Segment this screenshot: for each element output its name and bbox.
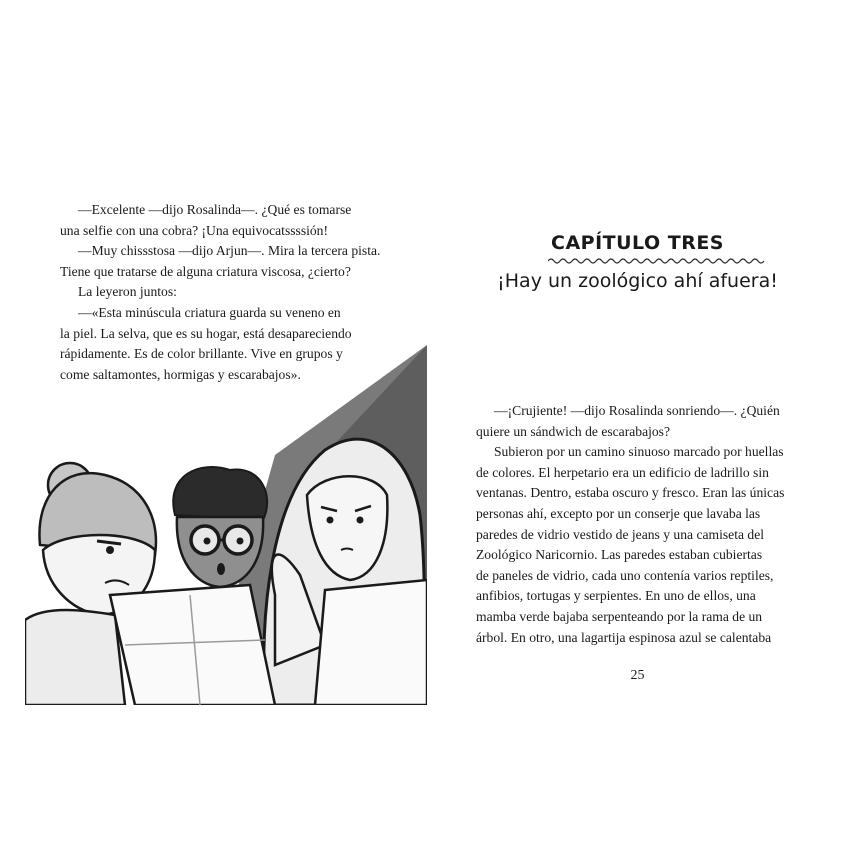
kids-reading-clue-illustration — [25, 345, 427, 705]
text-line: paredes de vidrio vestido de jeans y una camiseta del — [476, 526, 765, 542]
text-line: una selfie con una cobra? ¡Una equivocatssssión! — [60, 222, 329, 238]
text-line: Subieron por un camino sinuoso marcado por huellas — [494, 444, 784, 460]
text-line: de colores. El herpetario era un edificio de ladrillo sin — [476, 464, 769, 480]
text-line: Tiene que tratarse de alguna criatura viscosa, ¿cierto? — [60, 263, 351, 279]
text-line: —Excelente —dijo Rosalinda—. ¿Qué es tomarse — [78, 202, 352, 217]
text-line: de paneles de vidrio, cada uno contenía varios reptiles, — [476, 567, 774, 583]
wavy-divider-icon — [548, 257, 768, 265]
text-line: —¡Crujiente! —dijo Rosalinda sonriendo—. ¿Quién — [494, 403, 780, 418]
text-line: —«Esta minúscula criatura guarda su veneno en — [78, 304, 341, 320]
text-line: ventanas. Dentro, estaba oscuro y fresco. Eran las únicas — [476, 485, 785, 501]
text-line: Zoológico Naricornio. Las paredes estaban cubiertas — [476, 547, 763, 563]
text-line: —Muy chissstosa —dijo Arjun—. Mira la tercera pista. — [78, 243, 381, 259]
text-line: personas ahí, excepto por un conserje que lavaba las — [476, 505, 761, 521]
chapter-label: CAPÍTULO TRES — [551, 232, 724, 254]
right-body-text — [476, 401, 786, 648]
chapter-title: ¡Hay un zoológico ahí afuera! — [497, 270, 778, 292]
text-line: la piel. La selva, que es su hogar, está desapareciendo — [60, 325, 352, 341]
page-number: 25 — [630, 668, 645, 683]
right-page — [425, 0, 850, 850]
text-line: La leyeron juntos: — [78, 284, 177, 300]
text-line: árbol. En otro, una lagartija espinosa azul se calentaba — [476, 629, 772, 645]
text-line: come saltamontes, hormigas y escarabajos». — [60, 366, 301, 382]
text-line: mamba verde bajaba serpenteando por la rama de un — [476, 608, 763, 624]
text-line: anfibios, tortugas y serpientes. En uno de ellos, una — [476, 588, 756, 604]
text-line: quiere un sándwich de escarabajos? — [476, 423, 671, 439]
text-line: rápidamente. Es de color brillante. Vive en grupos y — [60, 346, 343, 362]
